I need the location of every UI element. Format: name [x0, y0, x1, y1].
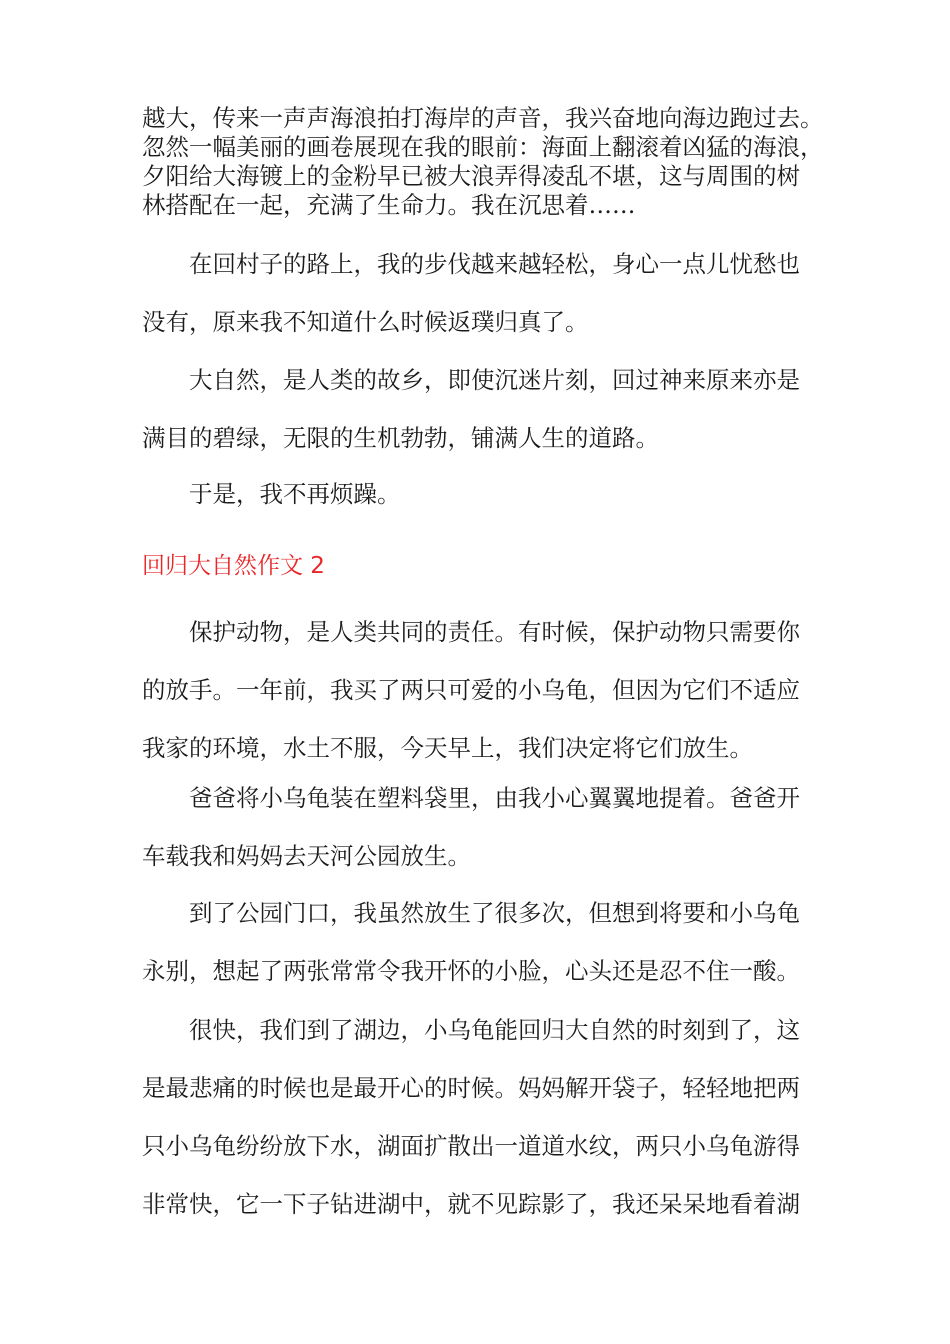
text-line: 的放手。一年前，我买了两只可爱的小乌龟，但因为它们不适应	[142, 676, 800, 704]
text-line: 到了公园门口，我虽然放生了很多次，但想到将要和小乌龟	[189, 899, 800, 927]
section-heading: 回归大自然作文 2	[142, 553, 325, 579]
text-line: 车载我和妈妈去天河公园放生。	[142, 842, 471, 870]
text-line: 很快，我们到了湖边，小乌龟能回归大自然的时刻到了，这	[189, 1016, 800, 1044]
paragraph-lakeside	[142, 1001, 814, 1233]
paragraph-return-road	[142, 235, 814, 351]
text-line: 保护动物，是人类共同的责任。有时候，保护动物只需要你	[189, 618, 800, 646]
text-line: 只小乌龟纷纷放下水，湖面扩散出一道道水纹，两只小乌龟游得	[142, 1132, 800, 1160]
paragraph-protect-animals	[142, 603, 814, 777]
paragraph-plastic-bag	[142, 769, 814, 885]
paragraph-nature-hometown	[142, 351, 814, 467]
text-line: 非常快，它一下子钻进湖中，就不见踪影了，我还呆呆地看着湖	[142, 1190, 800, 1218]
text-line: 满目的碧绿，无限的生机勃勃，铺满人生的道路。	[142, 424, 659, 452]
text-line: 没有，原来我不知道什么时候返璞归真了。	[142, 308, 589, 336]
text-line: 爸爸将小乌龟装在塑料袋里，由我小心翼翼地提着。爸爸开	[189, 784, 800, 812]
text-line: 在回村子的路上，我的步伐越来越轻松，身心一点儿忧愁也	[189, 250, 800, 278]
text-line: 林搭配在一起，充满了生命力。我在沉思着……	[142, 191, 636, 219]
text-line: 永别，想起了两张常常令我开怀的小脸，心头还是忍不住一酸。	[142, 957, 800, 985]
text-line: 于是，我不再烦躁。	[189, 480, 401, 508]
text-line: 我家的环境，水土不服，今天早上，我们决定将它们放生。	[142, 734, 753, 762]
continued-paragraph	[142, 104, 824, 220]
paragraph-park-gate	[142, 884, 814, 1000]
text-line: 大自然，是人类的故乡，即使沉迷片刻，回过神来原来亦是	[189, 366, 800, 394]
text-line: 越大，传来一声声海浪拍打海岸的声音，我兴奋地向海边跑过去。	[142, 104, 824, 132]
text-line: 夕阳给大海镀上的金粉早已被大浪弄得凌乱不堪，这与周围的树	[142, 162, 800, 190]
paragraph-no-longer-restless	[142, 465, 814, 523]
text-line: 忽然一幅美丽的画卷展现在我的眼前：海面上翻滚着凶猛的海浪，	[142, 133, 824, 161]
text-line: 是最悲痛的时候也是最开心的时候。妈妈解开袋子，轻轻地把两	[142, 1074, 800, 1102]
